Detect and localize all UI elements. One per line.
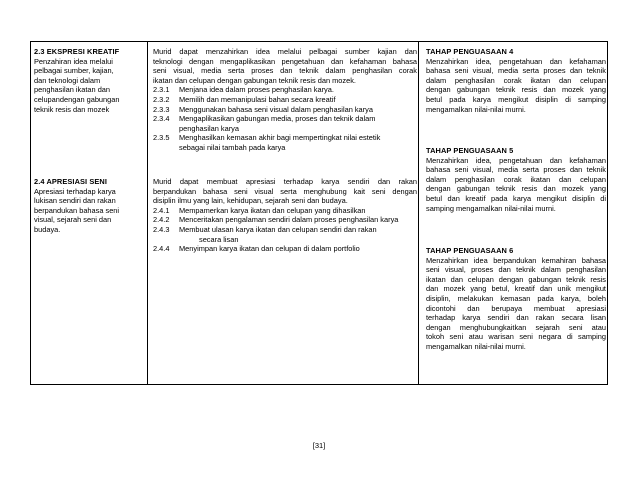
mastery-level-6	[426, 246, 606, 352]
desc-line: budaya.	[34, 224, 61, 234]
level-line: mengamalkan nilai-nilai murni.	[426, 104, 526, 114]
section-2-3-cell	[34, 47, 144, 114]
section-intro	[153, 177, 417, 206]
item-text: Menghasilkan kemasan akhir bagi mempertingkat nilai estetik	[179, 133, 381, 143]
level-line: terhadap karya sendiri dan rakan secara lisan	[426, 313, 606, 323]
standard-item	[153, 206, 417, 216]
section-2-4-standards	[153, 177, 417, 254]
item-text: Menjana idea dalam proses penghasilan karya.	[179, 85, 334, 95]
intro-line: Murid dapat membuat apresiasi terhadap karya sendiri dan rakan	[153, 177, 417, 186]
standard-item	[153, 225, 417, 244]
item-text: secara lisan	[199, 234, 239, 244]
desc-line: visual, sejarah seni dan	[34, 215, 112, 225]
level-line: tokoh seni atau warisan seni negara di samping	[426, 332, 606, 342]
item-number: 2.3.1	[153, 85, 170, 95]
level-description	[426, 57, 606, 115]
standard-item	[153, 244, 417, 254]
level-description	[426, 256, 606, 352]
mastery-level-5	[426, 146, 606, 213]
item-number: 2.4.1	[153, 205, 170, 215]
level-line: disiplin, melakukan kemasan pada karya, boleh	[426, 293, 606, 303]
section-description	[34, 57, 144, 115]
mastery-level-column	[426, 42, 606, 384]
level-title: TAHAP PENGUASAAN 5	[426, 146, 514, 155]
item-number: 2.3.2	[153, 94, 170, 104]
page-number: [31]	[312, 441, 326, 450]
level-line: Menzahirkan idea berpandukan kemahiran bahasa	[426, 255, 606, 265]
item-number: 2.3.3	[153, 104, 170, 114]
section-2-4-cell	[34, 177, 144, 235]
desc-line: lukisan sendiri dan rakan	[34, 196, 116, 206]
item-text: penghasilan karya	[179, 123, 239, 133]
level-line: bahasa seni visual, media serta proses dan teknik	[426, 66, 606, 76]
standard-column	[34, 42, 144, 384]
level-line: bahasa seni visual, media serta proses dan teknik	[426, 165, 606, 175]
level-line: samping mengamalkan nilai-nilai murni.	[426, 203, 556, 213]
column-divider	[147, 42, 148, 384]
intro-line: teknologi dengan mengaplikasikan pengetahuan dan kefahaman bahasa	[153, 56, 417, 66]
desc-line: teknik resis dan mozek	[34, 104, 110, 114]
intro-line: ikatan dan celupan dengan gabungan teknik resis dan mozek.	[153, 75, 356, 85]
standard-item	[153, 133, 417, 152]
section-title: 2.3 EKSPRESI KREATIF	[34, 47, 120, 56]
level-line: ikatan dan celupan dengan gabungan teknik resis	[426, 274, 606, 284]
level-line: betul dan kreatif pada karya mengikut disiplin di	[426, 193, 606, 203]
learning-standard-column	[153, 42, 417, 384]
item-text: Memilih dan memanipulasi bahan secara kreatif	[179, 94, 336, 104]
item-number: 2.3.5	[153, 133, 170, 143]
level-title: TAHAP PENGUASAAN 6	[426, 246, 514, 255]
desc-line: penghasilan ikatan dan	[34, 85, 111, 95]
section-2-3-standards	[153, 47, 417, 153]
level-line: Menzahirkan idea, pengetahuan dan kefahaman	[426, 155, 606, 165]
section-title: 2.4 APRESIASI SENI	[34, 177, 107, 186]
item-text: Menyimpan karya ikatan dan celupan di dalam portfolio	[179, 244, 360, 254]
level-line: dalam penghasilan corak ikatan dan celupan	[426, 174, 606, 184]
item-text: Mengaplikasikan gabungan media, proses dan teknik dalam	[179, 114, 376, 124]
standard-item	[153, 85, 417, 95]
desc-line: berpandukan bahasa seni	[34, 205, 120, 215]
item-number: 2.4.4	[153, 244, 170, 254]
mastery-level-4	[426, 47, 606, 114]
level-line: seni visual, proses dan teknik dalam penghasilan	[426, 265, 606, 275]
intro-line: Murid dapat menzahirkan idea melalui pelbagai sumber kajian dan	[153, 47, 417, 56]
level-line: dengan menghubungkaitkan sejarah seni atau	[426, 322, 606, 332]
item-text: Mempamerkan karya ikatan dan celupan yang dihasilkan	[179, 205, 366, 215]
item-number: 2.4.2	[153, 215, 170, 225]
standard-item	[153, 215, 417, 225]
section-description	[34, 187, 144, 235]
desc-line: pelbagai sumber, kajian,	[34, 66, 114, 76]
item-text: Menceritakan pengalaman sendiri dalam proses penghasilan karya	[179, 215, 399, 225]
intro-line: disiplin ilmu yang lain, kehidupan, sejarah seni dan budaya.	[153, 196, 348, 206]
desc-line: dan teknologi dalam	[34, 75, 101, 85]
standard-item	[153, 95, 417, 105]
intro-line: berpandukan bahasa seni visual serta menghubung kait seni dengan	[153, 186, 417, 196]
level-description	[426, 156, 606, 214]
standard-item	[153, 114, 417, 133]
item-number: 2.4.3	[153, 224, 170, 234]
standard-item	[153, 105, 417, 115]
section-intro	[153, 47, 417, 85]
level-line: dalam penghasilan corak ikatan dan celupan	[426, 75, 606, 85]
level-line: dan mozek yang betul, kreatif dan unik mengikut	[426, 284, 606, 294]
desc-line: Penzahiran idea melalui	[34, 56, 113, 66]
level-line: betul pada karya mengikut disiplin di samping	[426, 94, 606, 104]
level-line: mengamalkan nilai-nilai murni.	[426, 341, 526, 351]
curriculum-table	[30, 41, 608, 385]
intro-line: seni visual, media serta proses dan teknik dalam penghasilan corak	[153, 66, 417, 76]
item-text: Menggunakan bahasa seni visual dalam penghasilan karya	[179, 104, 373, 114]
desc-line: Apresiasi terhadap karya	[34, 186, 116, 196]
item-text: sebagai nilai tambah pada karya	[179, 142, 286, 152]
item-text: Membuat ulasan karya ikatan dan celupan sendiri dan rakan	[179, 224, 377, 234]
level-line: Menzahirkan idea, pengetahuan dan kefahaman	[426, 56, 606, 66]
column-divider	[418, 42, 419, 384]
level-title: TAHAP PENGUASAAN 4	[426, 47, 514, 56]
level-line: dengan gabungan teknik resis dan mozek yang	[426, 184, 606, 194]
level-line: dicontohi dan berupaya membuat apresiasi	[426, 303, 606, 313]
level-line: dengan gabungan teknik resis dan mozek yang	[426, 85, 606, 95]
item-number: 2.3.4	[153, 114, 170, 124]
desc-line: celupandengan gabungan	[34, 94, 120, 104]
